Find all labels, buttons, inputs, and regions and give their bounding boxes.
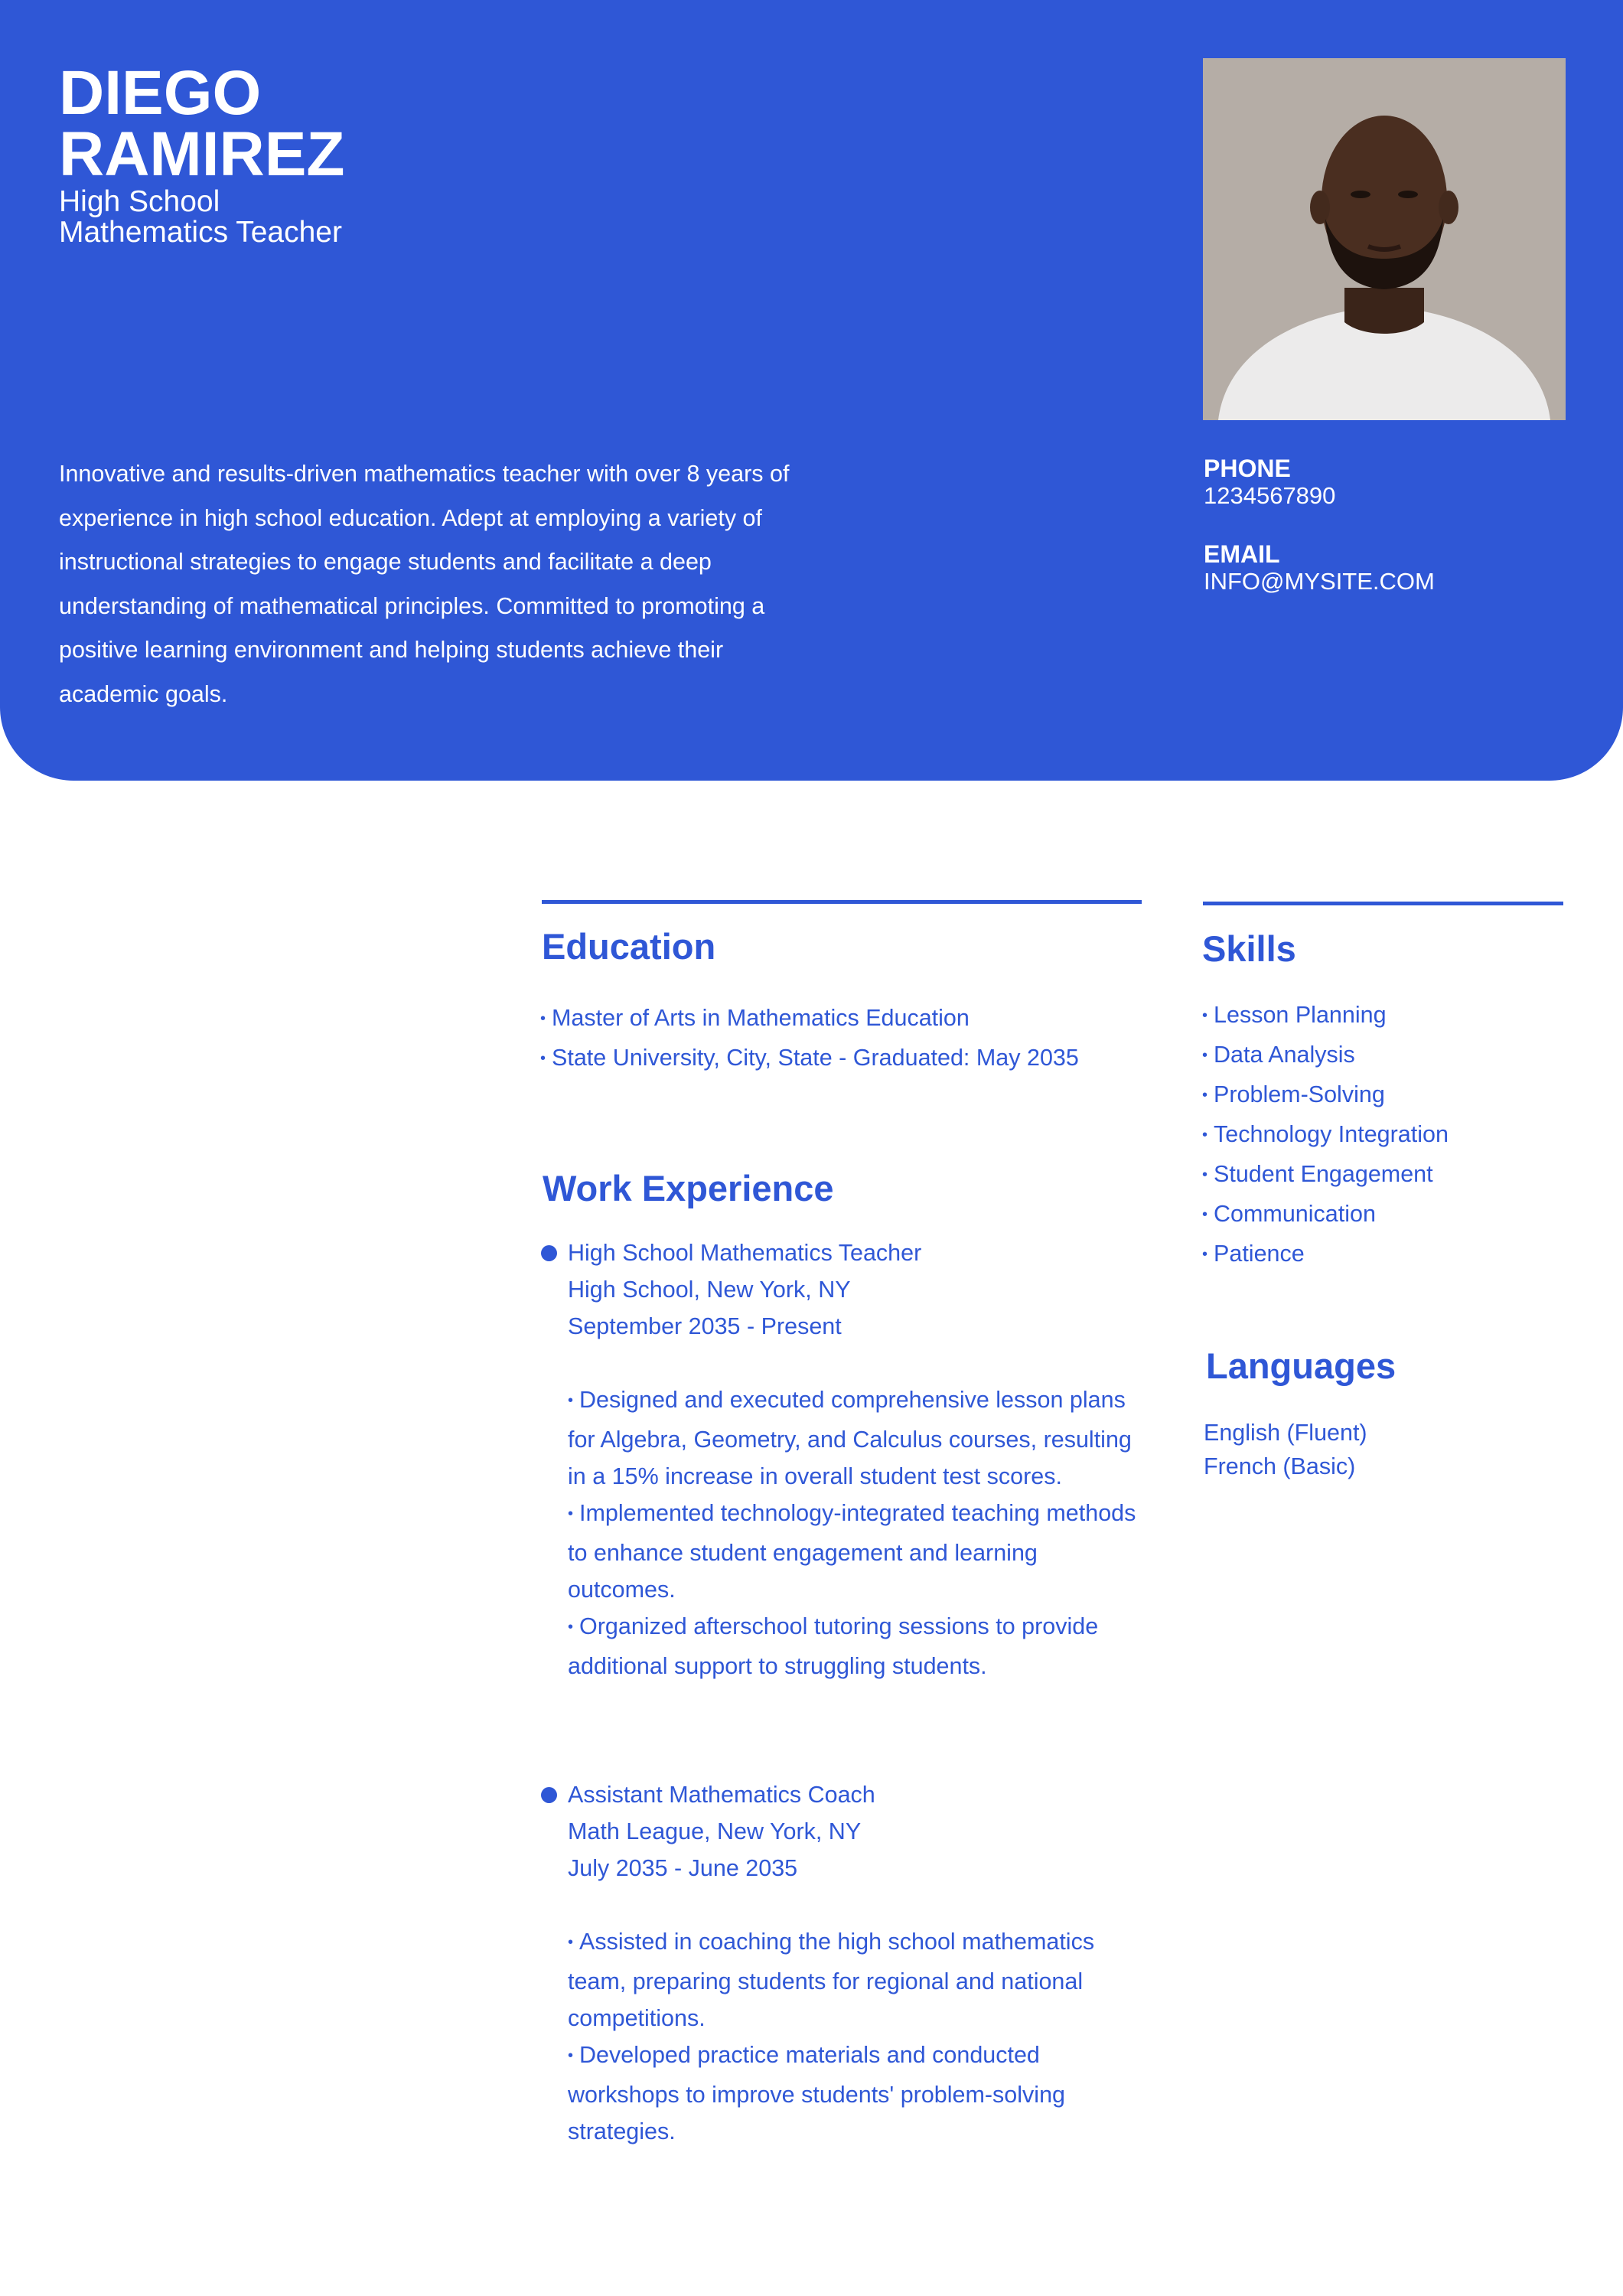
email-label: EMAIL bbox=[1204, 540, 1280, 568]
job-duty: • Organized afterschool tutoring sessions to provide additional support to struggling students. bbox=[568, 1608, 1152, 1684]
job-role: High School Mathematics Teacher bbox=[568, 1240, 922, 1266]
education-item: • Master of Arts in Mathematics Education bbox=[540, 1000, 1079, 1039]
phone-value: 1234567890 bbox=[1204, 482, 1336, 509]
last-name: RAMIREZ bbox=[59, 119, 345, 189]
skill-item: • Technology Integration bbox=[1202, 1116, 1449, 1156]
skill-item: • Student Engagement bbox=[1202, 1156, 1449, 1195]
skill-item: • Patience bbox=[1202, 1235, 1449, 1275]
candidate-name bbox=[59, 58, 345, 189]
skill-item: • Lesson Planning bbox=[1202, 996, 1449, 1036]
job-organization: Math League, New York, NY bbox=[568, 1818, 862, 1844]
job-duty: • Developed practice materials and conducted workshops to improve students' problem-solving strategies. bbox=[568, 2037, 1119, 2150]
skill-item: • Problem-Solving bbox=[1202, 1076, 1449, 1116]
job-entry bbox=[539, 1234, 1152, 1684]
language-item: French (Basic) bbox=[1204, 1453, 1356, 1479]
job-duties bbox=[539, 1923, 1119, 2150]
job-marker-icon bbox=[541, 1245, 557, 1261]
profile-photo bbox=[1203, 58, 1566, 420]
phone-label: PHONE bbox=[1204, 455, 1291, 482]
skill-item: • Data Analysis bbox=[1202, 1036, 1449, 1076]
first-name: DIEGO bbox=[59, 58, 262, 128]
skills-divider bbox=[1203, 902, 1563, 905]
job-dates: July 2035 - June 2035 bbox=[568, 1855, 798, 1881]
languages-heading: Languages bbox=[1206, 1345, 1396, 1386]
job-duties bbox=[539, 1381, 1152, 1684]
job-marker-icon bbox=[541, 1787, 557, 1803]
job-organization: High School, New York, NY bbox=[568, 1277, 851, 1303]
education-divider bbox=[542, 900, 1142, 904]
education-heading: Education bbox=[542, 926, 716, 967]
education-list bbox=[540, 1000, 1079, 1079]
job-role: Assistant Mathematics Coach bbox=[568, 1782, 875, 1808]
job-title: High School Mathematics Teacher bbox=[59, 185, 342, 249]
work-experience-heading: Work Experience bbox=[543, 1168, 834, 1208]
job-dates: September 2035 - Present bbox=[568, 1313, 842, 1339]
education-item: • State University, City, State - Graduated: May 2035 bbox=[540, 1039, 1079, 1079]
language-item: English (Fluent) bbox=[1204, 1420, 1367, 1446]
skills-list bbox=[1202, 996, 1449, 1275]
profile-summary: Innovative and results-driven mathematics teacher with over 8 years of experience in high school education. Adept at employing a variety of instructional strategies to engage students and facilitate a deep understanding of mathematical principles. Committed to promoting a positive learning environment and helping students achieve their academic goals. bbox=[59, 461, 790, 707]
job-duty: • Implemented technology-integrated teaching methods to enhance student engagement and learning outcomes. bbox=[568, 1495, 1152, 1608]
job-header bbox=[539, 1234, 1152, 1345]
email-value: INFO@MYSITE.COM bbox=[1204, 568, 1435, 595]
job-duty: • Designed and executed comprehensive lesson plans for Algebra, Geometry, and Calculus courses, resulting in a 15% increase in overall student test scores. bbox=[568, 1381, 1152, 1495]
job-entry bbox=[539, 1776, 1152, 2150]
skills-heading: Skills bbox=[1202, 928, 1296, 969]
header-banner bbox=[0, 0, 1623, 781]
skill-item: • Communication bbox=[1202, 1195, 1449, 1235]
job-duty: • Assisted in coaching the high school mathematics team, preparing students for regional and national competitions. bbox=[568, 1923, 1119, 2037]
job-header bbox=[539, 1776, 1152, 1887]
